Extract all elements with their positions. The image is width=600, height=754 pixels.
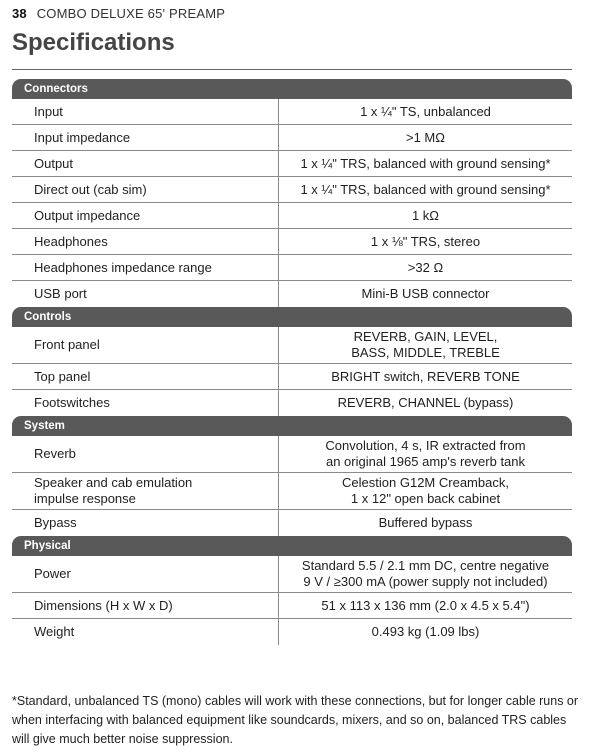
spec-label: Front panel bbox=[34, 337, 100, 352]
spec-row bbox=[12, 281, 572, 307]
spec-label: Top panel bbox=[34, 368, 91, 384]
spec-value: 1 kΩ bbox=[278, 203, 572, 228]
spec-label: Output bbox=[34, 155, 74, 171]
spec-row bbox=[12, 327, 572, 364]
section-header: Physical bbox=[12, 536, 572, 556]
page-number: 38 bbox=[12, 6, 27, 21]
product-name: COMBO DELUXE 65' PREAMP bbox=[36, 6, 226, 21]
spec-label: Footswitches bbox=[34, 395, 110, 410]
spec-value: 1 x ¼" TRS, balanced with ground sensing* bbox=[278, 177, 572, 202]
section-connectors bbox=[12, 79, 572, 307]
spec-row bbox=[12, 177, 572, 203]
spec-row bbox=[12, 125, 572, 151]
spec-value: 1 x ¼" TS, unbalanced bbox=[278, 99, 572, 124]
spec-label: Weight bbox=[34, 624, 75, 639]
spec-label: Power bbox=[34, 566, 71, 581]
spec-label: Input bbox=[34, 103, 63, 119]
spec-value: >1 MΩ bbox=[278, 125, 572, 150]
section-controls bbox=[12, 307, 572, 416]
spec-row bbox=[12, 255, 572, 281]
spec-value: 0.493 kg (1.09 lbs) bbox=[278, 619, 572, 645]
spec-label: Output impedance bbox=[34, 207, 141, 223]
spec-row bbox=[12, 203, 572, 229]
spec-label: USB port bbox=[34, 286, 87, 301]
page-title: Specifications bbox=[12, 29, 175, 56]
spec-value: REVERB, CHANNEL (bypass) bbox=[278, 390, 572, 416]
spec-value: BRIGHT switch, REVERB TONE bbox=[278, 364, 572, 389]
spec-row bbox=[12, 364, 572, 390]
spec-value: 51 x 113 x 136 mm (2.0 x 4.5 x 5.4") bbox=[278, 593, 572, 618]
spec-value: Convolution, 4 s, IR extracted from an original 1965 amp's reverb tank bbox=[278, 436, 572, 472]
footnote: *Standard, unbalanced TS (mono) cables will work with these connections, but for longer cable runs or when interfacing with balanced equipment like soundcards, mixers, and so on, balanced TRS cables will give much better noise suppression. bbox=[12, 694, 579, 746]
section-header: System bbox=[12, 416, 572, 436]
specifications-table bbox=[12, 79, 572, 645]
spec-value: Buffered bypass bbox=[278, 510, 572, 536]
spec-row bbox=[12, 390, 572, 416]
spec-value: 1 x ¼" TRS, balanced with ground sensing* bbox=[278, 151, 572, 176]
spec-value: Mini-B USB connector bbox=[278, 281, 572, 307]
spec-row bbox=[12, 436, 572, 473]
spec-label: Speaker and cab emulation impulse response bbox=[34, 475, 193, 506]
page-header bbox=[12, 6, 225, 21]
spec-row bbox=[12, 99, 572, 125]
spec-label: Input impedance bbox=[34, 129, 131, 145]
spec-value: Standard 5.5 / 2.1 mm DC, centre negative 9 V / ≥300 mA (power supply not included) bbox=[278, 556, 572, 592]
section-header: Connectors bbox=[12, 79, 572, 99]
spec-value: Celestion G12M Creamback, 1 x 12" open back cabinet bbox=[278, 473, 572, 509]
section-header: Controls bbox=[12, 307, 572, 327]
spec-row bbox=[12, 619, 572, 645]
title-divider bbox=[12, 69, 572, 70]
spec-label: Reverb bbox=[34, 446, 76, 461]
spec-label: Dimensions (H x W x D) bbox=[34, 597, 173, 613]
spec-label: Headphones impedance range bbox=[34, 259, 212, 275]
spec-row bbox=[12, 473, 572, 510]
section-system bbox=[12, 416, 572, 536]
spec-label: Direct out (cab sim) bbox=[34, 181, 147, 197]
spec-value: REVERB, GAIN, LEVEL, BASS, MIDDLE, TREBLE bbox=[278, 327, 572, 363]
spec-row bbox=[12, 593, 572, 619]
spec-label: Bypass bbox=[34, 515, 77, 530]
spec-row bbox=[12, 229, 572, 255]
spec-row bbox=[12, 556, 572, 593]
spec-row bbox=[12, 151, 572, 177]
section-physical bbox=[12, 536, 572, 645]
spec-row bbox=[12, 510, 572, 536]
spec-value: >32 Ω bbox=[278, 255, 572, 280]
spec-label: Headphones bbox=[34, 233, 108, 249]
spec-value: 1 x ⅛" TRS, stereo bbox=[278, 229, 572, 254]
